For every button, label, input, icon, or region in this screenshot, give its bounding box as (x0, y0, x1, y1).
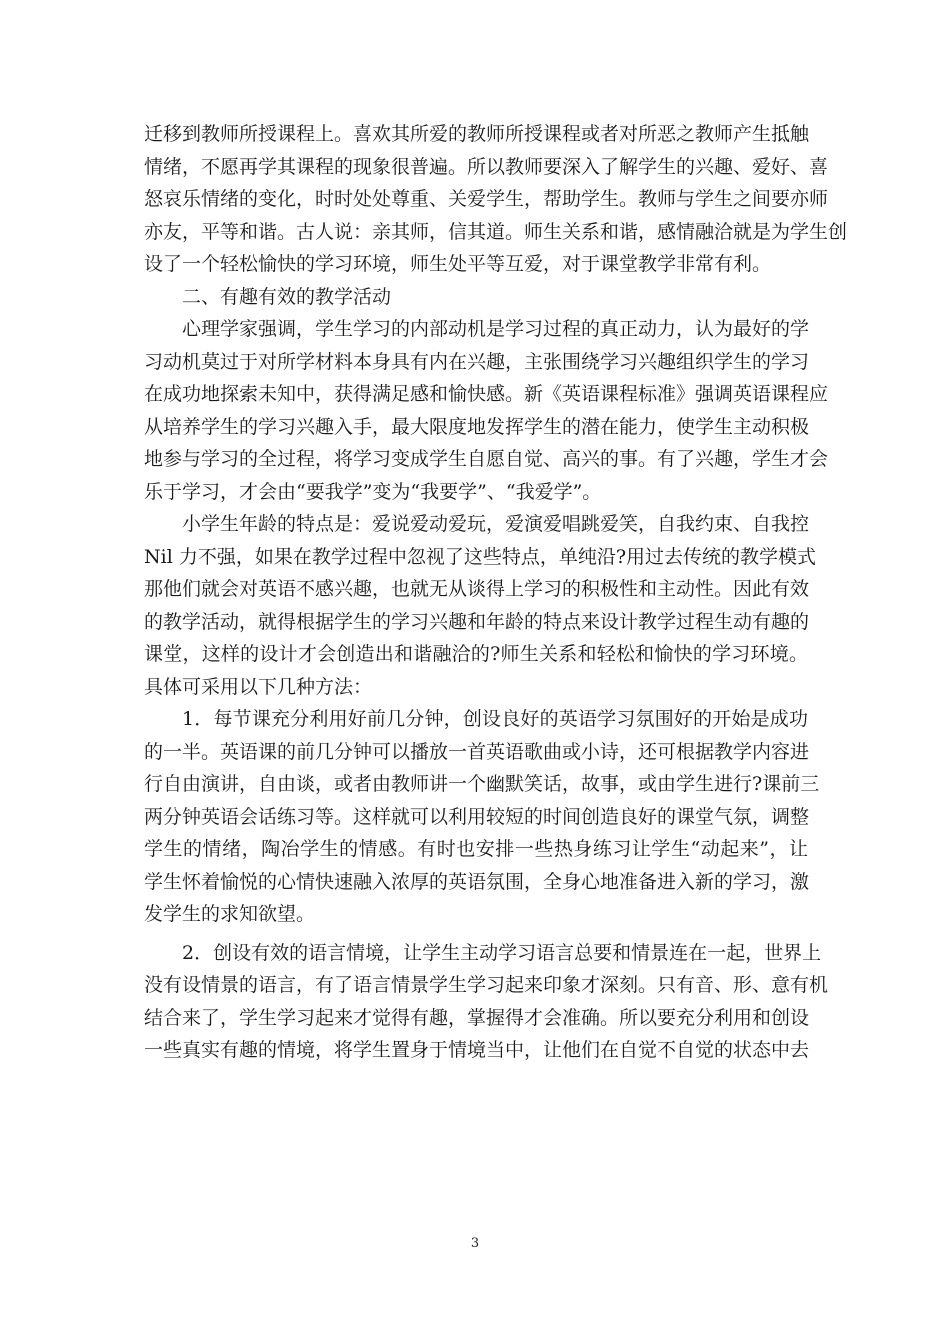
text-line: 情绪，不愿再学其课程的现象很普遍。所以教师要深入了解学生的兴趣、爱好、喜 (144, 155, 829, 178)
text-line: 结合来了，学生学习起来才觉得有趣，掌握得才会准确。所以要充分利用和创设 (144, 1006, 810, 1029)
text-line: 一些真实有趣的情境，将学生置身于情境当中，让他们在自觉不自觉的状态中去 (144, 1039, 810, 1061)
text-line: 1．每节课充分利用好前几分钟，创设良好的英语学习氛围好的开始是成功 (182, 708, 808, 730)
text-line: 乐于学习，才会由“要我学”变为“我要学”、“我爱学”。 (144, 480, 602, 503)
text-line: 发学生的求知欲望。 (144, 903, 316, 925)
text-line: 行自由演讲，自由谈，或者由教师讲一个幽默笑话，故事，或由学生进行?课前三 (144, 773, 820, 795)
text-line: 的一半。英语课的前几分钟可以播放一首英语歌曲或小诗，还可根据教学内容进 (144, 740, 810, 763)
text-line: 学生的情绪，陶冶学生的情感。有时也安排一些热身练习让学生“动起来”，让 (144, 838, 808, 860)
text-line: 怒哀乐情绪的变化，时时处处尊重、关爱学生，帮助学生。教师与学生之间要亦师 (144, 188, 829, 210)
text-line: 心理学家强调，学生学习的内部动机是学习过程的真正动力，认为最好的学 (182, 318, 810, 340)
text-line: 二、有趣有效的教学活动 (182, 285, 392, 308)
text-line: 小学生年龄的特点是：爱说爱动爱玩，爱演爱唱跳爱笑，自我约束、自我控 (182, 513, 810, 535)
text-line: 从培养学生的学习兴趣入手，最大限度地发挥学生的潜在能力，使学生主动积极 (144, 415, 810, 438)
text-line: 地参与学习的全过程，将学习变成学生自愿自觉、高兴的事。有了兴趣，学生才会 (144, 448, 829, 470)
text-line: 具体可采用以下几种方法： (144, 675, 373, 698)
text-line: 迁移到教师所授课程上。喜欢其所爱的教师所授课程或者对所恶之教师产生抵触 (144, 123, 810, 145)
text-line: 课堂，这样的设计才会创造出和谐融洽的?师生关系和轻松和愉快的学习环境。 (144, 643, 808, 665)
text-line: 的教学活动，就得根据学生的学习兴趣和年龄的特点来设计教学过程生动有趣的 (144, 610, 810, 633)
text-line: 习动机莫过于对所学材料本身具有内在兴趣，主张围绕学习兴趣组织学生的学习 (144, 350, 810, 373)
text-line: 那他们就会对英语不感兴趣，也就无从谈得上学习的积极性和主动性。因此有效 (144, 578, 810, 600)
text-line: 设了一个轻松愉快的学习环境，师生处平等互爱，对于课堂教学非常有利。 (144, 253, 772, 275)
text-line: 学生怀着愉悦的心情快速融入浓厚的英语氛围，全身心地准备进入新的学习，激 (144, 870, 810, 893)
text-line: 两分钟英语会话练习等。这样就可以利用较短的时间创造良好的课堂气氛，调整 (144, 805, 810, 828)
text-line: 亦友，平等和谐。古人说：亲其师，信其道。师生关系和谐，感情融洽就是为学生创 (144, 220, 848, 243)
body-text (144, 118, 848, 1067)
text-line: 在成功地探索未知中，获得满足感和愉快感。新《英语课程标准》强调英语课程应 (144, 383, 829, 405)
page-number: 3 (470, 1236, 480, 1251)
text-line: 2．创设有效的语言情境，让学生主动学习语言总要和情景连在一起，世界上 (182, 941, 822, 964)
text-line: 没有设情景的语言，有了语言情景学生学习起来印象才深刻。只有音、形、意有机 (144, 974, 829, 996)
text-line: Nil 力不强，如果在教学过程中忽视了这些特点，单纯沿?用过去传统的教学模式 (144, 545, 817, 568)
